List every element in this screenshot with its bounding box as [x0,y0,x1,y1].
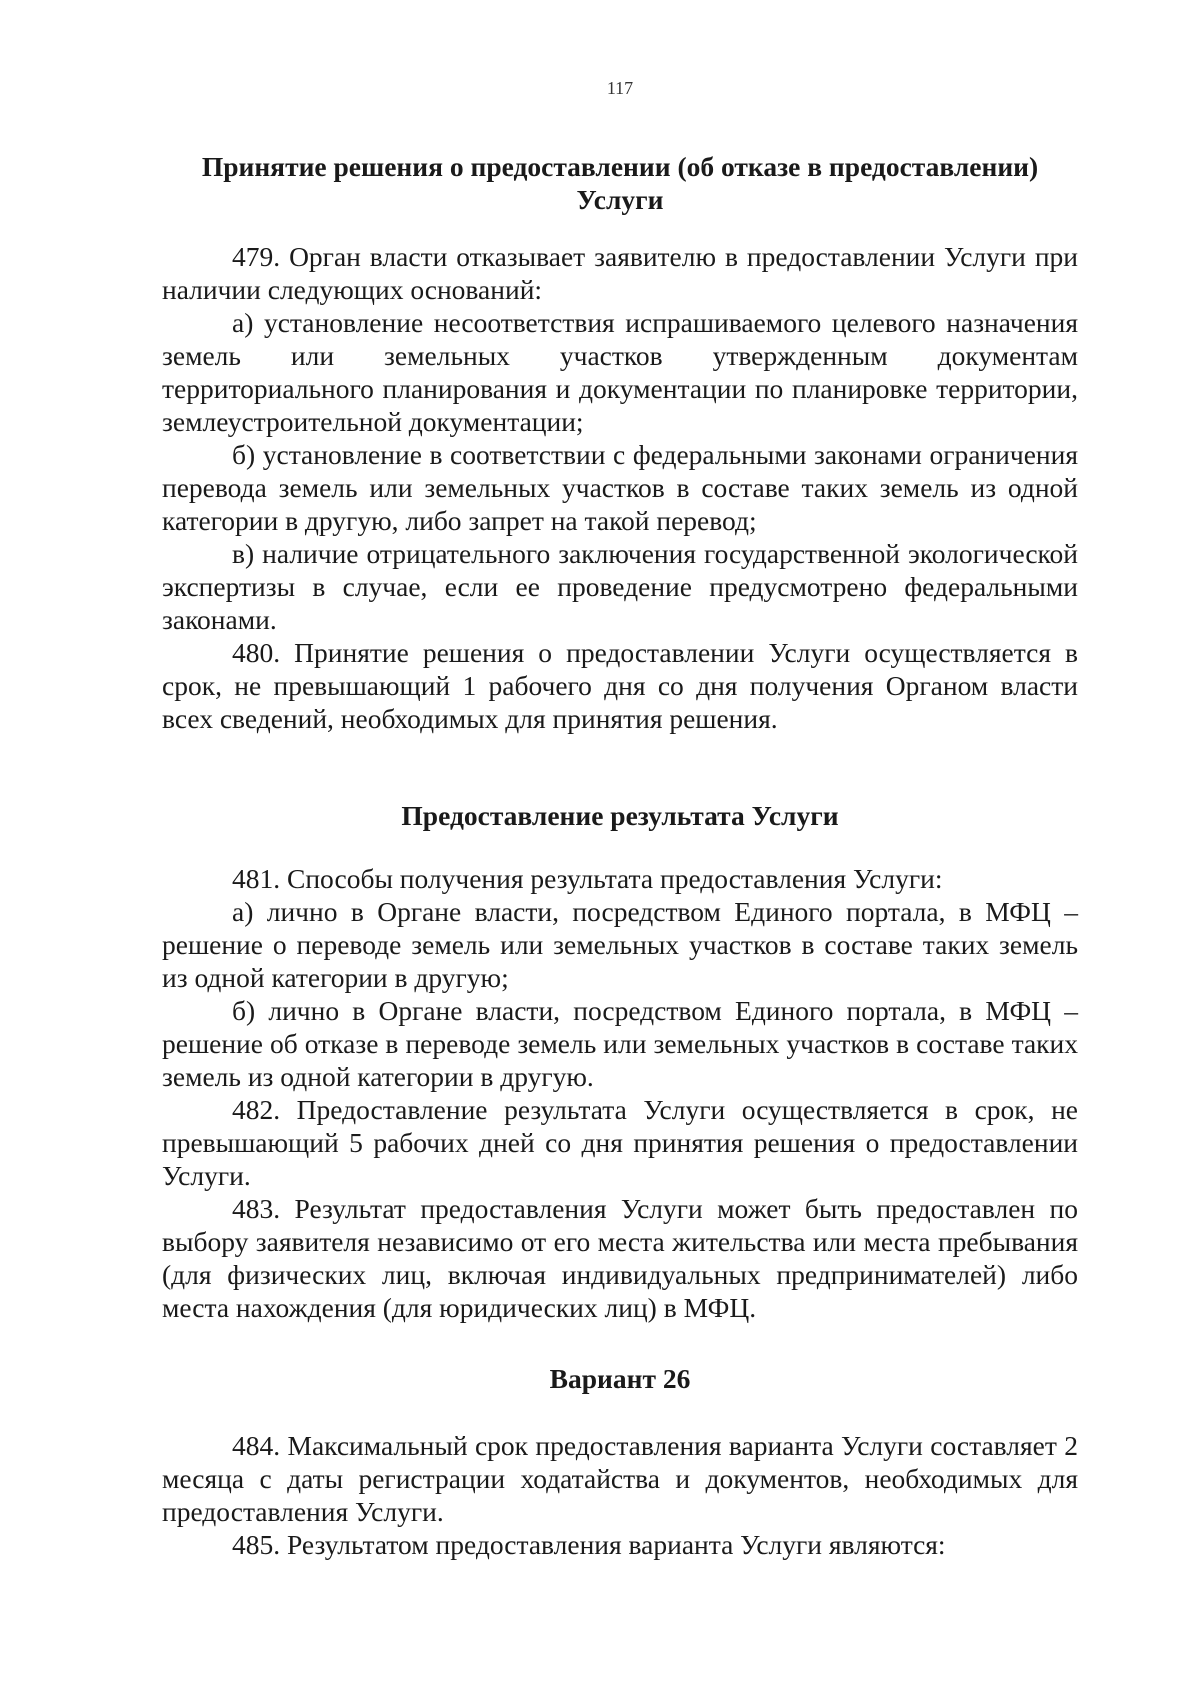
section-heading-variant: Вариант 26 [549,1363,691,1394]
paragraph-479: 479. Орган власти отказывает заявителю в предоставлении Услуги при наличии следующих оснований: [162,241,1078,305]
paragraph-481-b: б) лично в Органе власти, посредством Единого портала, в МФЦ – решение об отказе в переводе земель или земельных участков в составе таких земель из одной категории в другую. [162,995,1078,1092]
paragraph-485: 485. Результатом предоставления варианта Услуги являются: [232,1529,946,1560]
paragraph-480: 480. Принятие решения о предоставлении Услуги осуществляется в срок, не превышающий 1 рабочего дня со дня получения Органом власти всех сведений, необходимых для принятия решения. [162,637,1078,734]
page-number: 117 [606,78,634,98]
paragraph-479-b: б) установление в соответствии с федеральными законами ограничения перевода земель или земельных участков в составе таких земель из одной категории в другую, либо запрет на такой перевод; [162,439,1078,536]
paragraph-479-a: а) установление несоответствия испрашиваемого целевого назначения земель или земельных участков утвержденным документам территориального планирования и документации по планировке территории, землеустроительной документации; [162,307,1078,437]
paragraph-481-a: а) лично в Органе власти, посредством Единого портала, в МФЦ – решение о переводе земель или земельных участков в составе таких земель из одной категории в другую; [162,896,1078,993]
section-heading-result: Предоставление результата Услуги [401,800,839,831]
section-heading-decision [162,150,1078,216]
paragraph-482: 482. Предоставление результата Услуги осуществляется в срок, не превышающий 5 рабочих дней со дня принятия решения о предоставлении Услуги. [162,1094,1078,1191]
paragraph-483: 483. Результат предоставления Услуги может быть предоставлен по выбору заявителя независимо от его места жительства или места пребывания (для физических лиц, включая индивидуальных предпринимателей) либо места нахождения (для юридических лиц) в МФЦ. [162,1193,1078,1323]
section-heading-decision-line2: Услуги [576,184,664,215]
paragraph-479-c: в) наличие отрицательного заключения государственной экологической экспертизы в случае, если ее проведение предусмотрено федеральными законами. [162,538,1078,635]
paragraph-481: 481. Способы получения результата предоставления Услуги: [232,863,943,894]
page-content [162,150,1078,1561]
section-heading-decision-line1: Принятие решения о предоставлении (об отказе в предоставлении) [201,151,1039,182]
paragraph-484: 484. Максимальный срок предоставления варианта Услуги составляет 2 месяца с даты регистрации ходатайства и документов, необходимых для предоставления Услуги. [162,1430,1078,1527]
